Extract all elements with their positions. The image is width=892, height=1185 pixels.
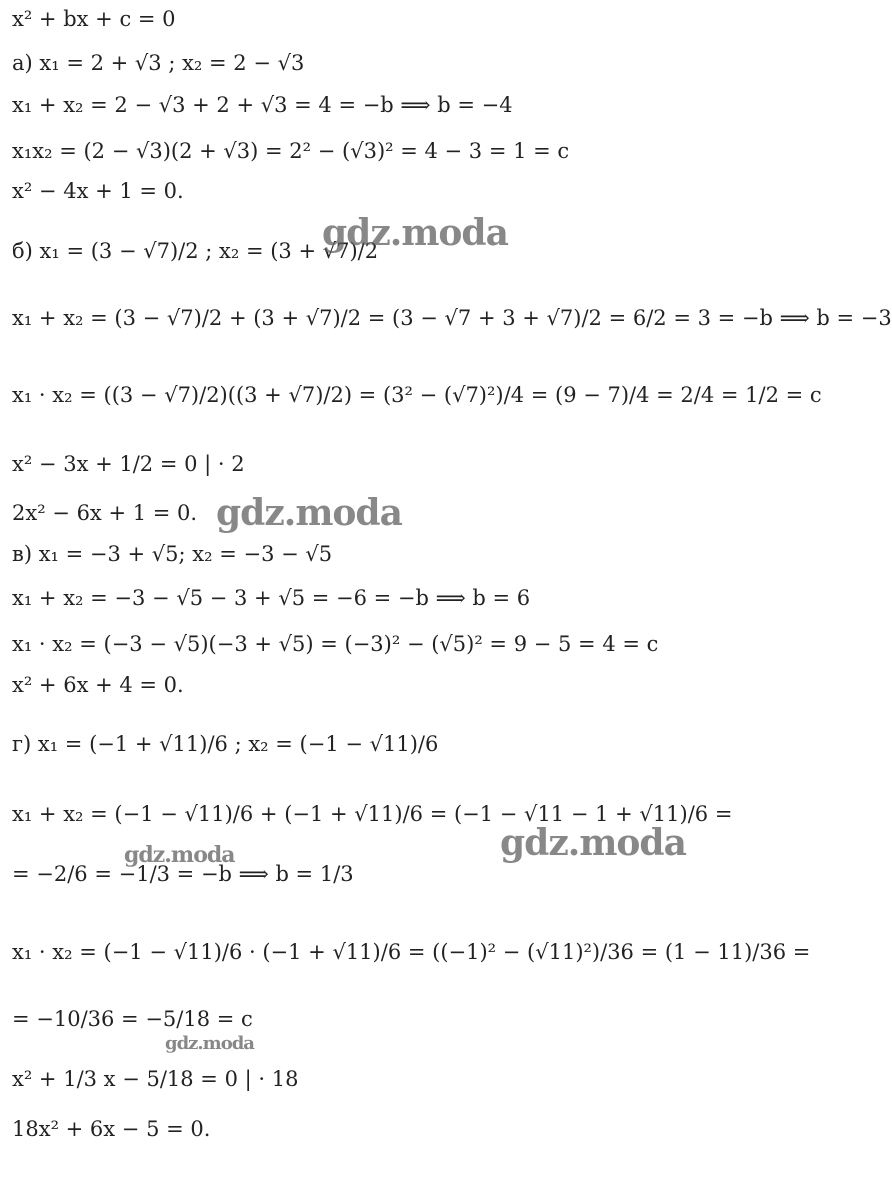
equation-line: x₁ + x₂ = 2 − √3 + 2 + √3 = 4 = −b ⟹ b = −4 <box>12 93 513 117</box>
equation-line: x² + bx + c = 0 <box>12 7 176 31</box>
equation-line: x₁ · x₂ = (−3 − √5)(−3 + √5) = (−3)² − (√5)² = 9 − 5 = 4 = c <box>12 632 659 656</box>
equation-line: 2x² − 6x + 1 = 0. <box>12 501 198 525</box>
watermark: gdz.moda <box>322 212 508 254</box>
equation-line: = −10/36 = −5/18 = c <box>12 1007 253 1031</box>
equation-line: а) x₁ = 2 + √3 ; x₂ = 2 − √3 <box>12 51 305 75</box>
equation-line: x₁ + x₂ = (−1 − √11)/6 + (−1 + √11)/6 = (−1 − √11 − 1 + √11)/6 = <box>12 802 733 826</box>
equation-line: б) x₁ = (3 − √7)/2 ; x₂ = (3 + √7)/2 <box>12 239 379 263</box>
watermark: gdz.moda <box>124 842 235 868</box>
equation-line: x² − 3x + 1/2 = 0 | · 2 <box>12 452 245 476</box>
equation-line: x₁x₂ = (2 − √3)(2 + √3) = 2² − (√3)² = 4 − 3 = 1 = c <box>12 139 570 163</box>
equation-line: в) x₁ = −3 + √5; x₂ = −3 − √5 <box>12 542 333 566</box>
equation-line: x₁ · x₂ = ((3 − √7)/2)((3 + √7)/2) = (3² − (√7)²)/4 = (9 − 7)/4 = 2/4 = 1/2 = c <box>12 383 822 407</box>
equation-line: x² − 4x + 1 = 0. <box>12 179 184 203</box>
equation-line: г) x₁ = (−1 + √11)/6 ; x₂ = (−1 − √11)/6 <box>12 732 439 756</box>
watermark: gdz.moda <box>165 1033 254 1054</box>
equation-line: x² + 6x + 4 = 0. <box>12 673 184 697</box>
equation-line: 18x² + 6x − 5 = 0. <box>12 1117 211 1141</box>
equation-line: x² + 1/3 x − 5/18 = 0 | · 18 <box>12 1067 299 1091</box>
equation-line: x₁ + x₂ = −3 − √5 − 3 + √5 = −6 = −b ⟹ b = 6 <box>12 586 531 610</box>
watermark: gdz.moda <box>500 822 686 864</box>
equation-line: = −2/6 = −1/3 = −b ⟹ b = 1/3 <box>12 862 354 886</box>
equation-line: x₁ + x₂ = (3 − √7)/2 + (3 + √7)/2 = (3 − √7 + 3 + √7)/2 = 6/2 = 3 = −b ⟹ b = −3 <box>12 306 892 330</box>
watermark: gdz.moda <box>216 492 402 534</box>
equation-line: x₁ · x₂ = (−1 − √11)/6 · (−1 + √11)/6 = ((−1)² − (√11)²)/36 = (1 − 11)/36 = <box>12 940 811 964</box>
